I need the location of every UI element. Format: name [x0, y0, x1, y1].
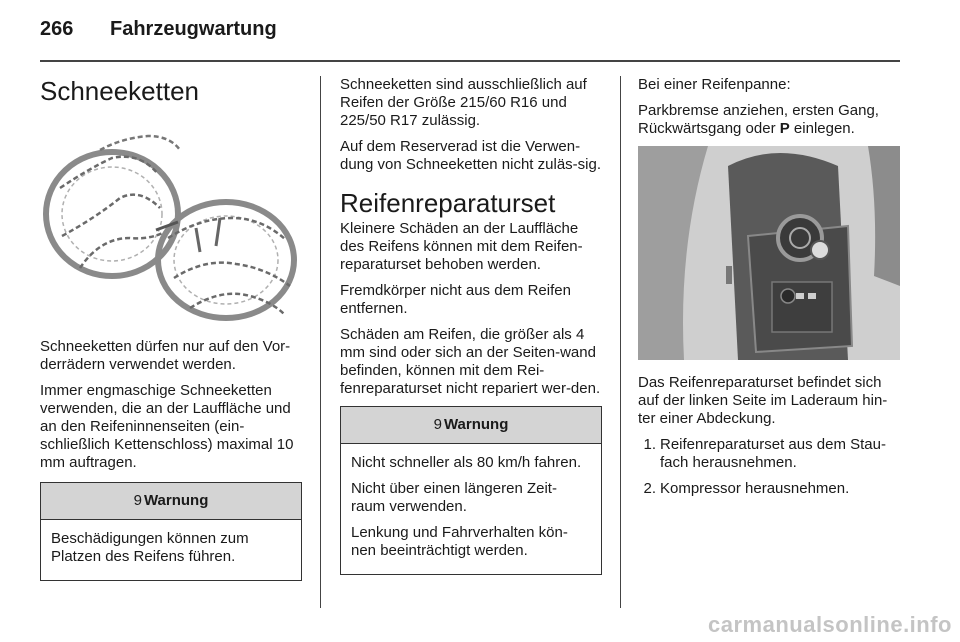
watermark: carmanualsonline.info [708, 612, 952, 637]
warning-item: Nicht über einen längeren Zeit-raum verwenden. [351, 480, 557, 515]
column-2 [340, 76, 602, 575]
warning-box [340, 406, 602, 575]
paragraph: Das Reifenreparaturset befindet sich auf der linken Seite im Laderaum hin-ter einer Abdeckung. [638, 374, 888, 427]
paragraph: Immer engmaschige Schneeketten verwenden, die an der Lauffläche und an den Reifeninnenseiten (ein-schließlich Kettenschloss) maximal 10 mm auftragen. [40, 382, 294, 471]
instruction-list [638, 436, 900, 498]
list-item [638, 480, 900, 498]
column-1 [40, 76, 302, 581]
paragraph: Schneeketten sind ausschließlich auf Reifen der Größe 215/60 R16 und 225/50 R17 zulässig. [340, 76, 587, 129]
paragraph: Schäden am Reifen, die größer als 4 mm sind oder sich an der Seiten-wand befinden, können mit dem Rei-fenreparaturset nicht repariert wer-den. [340, 326, 601, 397]
section-title-reifenreparaturset: Reifenreparaturset [340, 188, 556, 218]
warning-box [40, 482, 302, 581]
warning-text: Beschädigungen können zum Platzen des Reifens führen. [51, 530, 249, 565]
column-divider-left [320, 76, 321, 608]
gear-symbol-p: P [779, 120, 790, 137]
paragraph: Kleinere Schäden an der Lauffläche des Reifens können mit dem Reifen-reparaturset behoben werden. [340, 220, 583, 273]
paragraph: Schneeketten dürfen nur auf den Vor-derrädern verwendet werden. [40, 338, 291, 373]
column-3 [638, 76, 900, 506]
step-text: Kompressor herausnehmen. [660, 480, 850, 497]
warning-header [41, 483, 301, 520]
paragraph: Auf dem Reserverad ist die Verwen-dung von Schneeketten nicht zuläs-sig. [340, 138, 601, 173]
warning-icon: 9 [133, 492, 142, 509]
warning-icon: 9 [433, 416, 442, 433]
snow-chains-illustration [40, 118, 302, 328]
section-title-schneeketten: Schneeketten [40, 76, 200, 106]
page-number: 266 [40, 18, 74, 40]
text-span: einlegen. [789, 120, 855, 137]
paragraph: Bei einer Reifenpanne: [638, 76, 791, 93]
step-number: 2. [643, 480, 656, 497]
page-header [40, 18, 277, 41]
warning-item: Nicht schneller als 80 km/h fahren. [351, 454, 582, 471]
paragraph [638, 102, 900, 138]
warning-header [341, 407, 601, 444]
warning-body [341, 444, 601, 574]
column-divider-right [620, 76, 621, 608]
repair-kit-photo [638, 146, 900, 360]
warning-body [41, 520, 301, 580]
step-text: Reifenreparaturset aus dem Stau-fach herausnehmen. [660, 436, 886, 471]
header-rule [40, 60, 900, 62]
warning-title: Warnung [443, 416, 509, 433]
warning-item: Lenkung und Fahrverhalten kön-nen beeinträchtigt werden. [351, 524, 568, 559]
paragraph: Fremdkörper nicht aus dem Reifen entfernen. [340, 282, 571, 317]
warning-title: Warnung [143, 492, 209, 509]
text-span: Parkbremse anziehen, ersten Gang, Rückwärtsgang oder [638, 102, 879, 137]
step-number: 1. [643, 436, 656, 453]
list-item [638, 436, 900, 472]
chapter-title: Fahrzeugwartung [110, 18, 277, 40]
